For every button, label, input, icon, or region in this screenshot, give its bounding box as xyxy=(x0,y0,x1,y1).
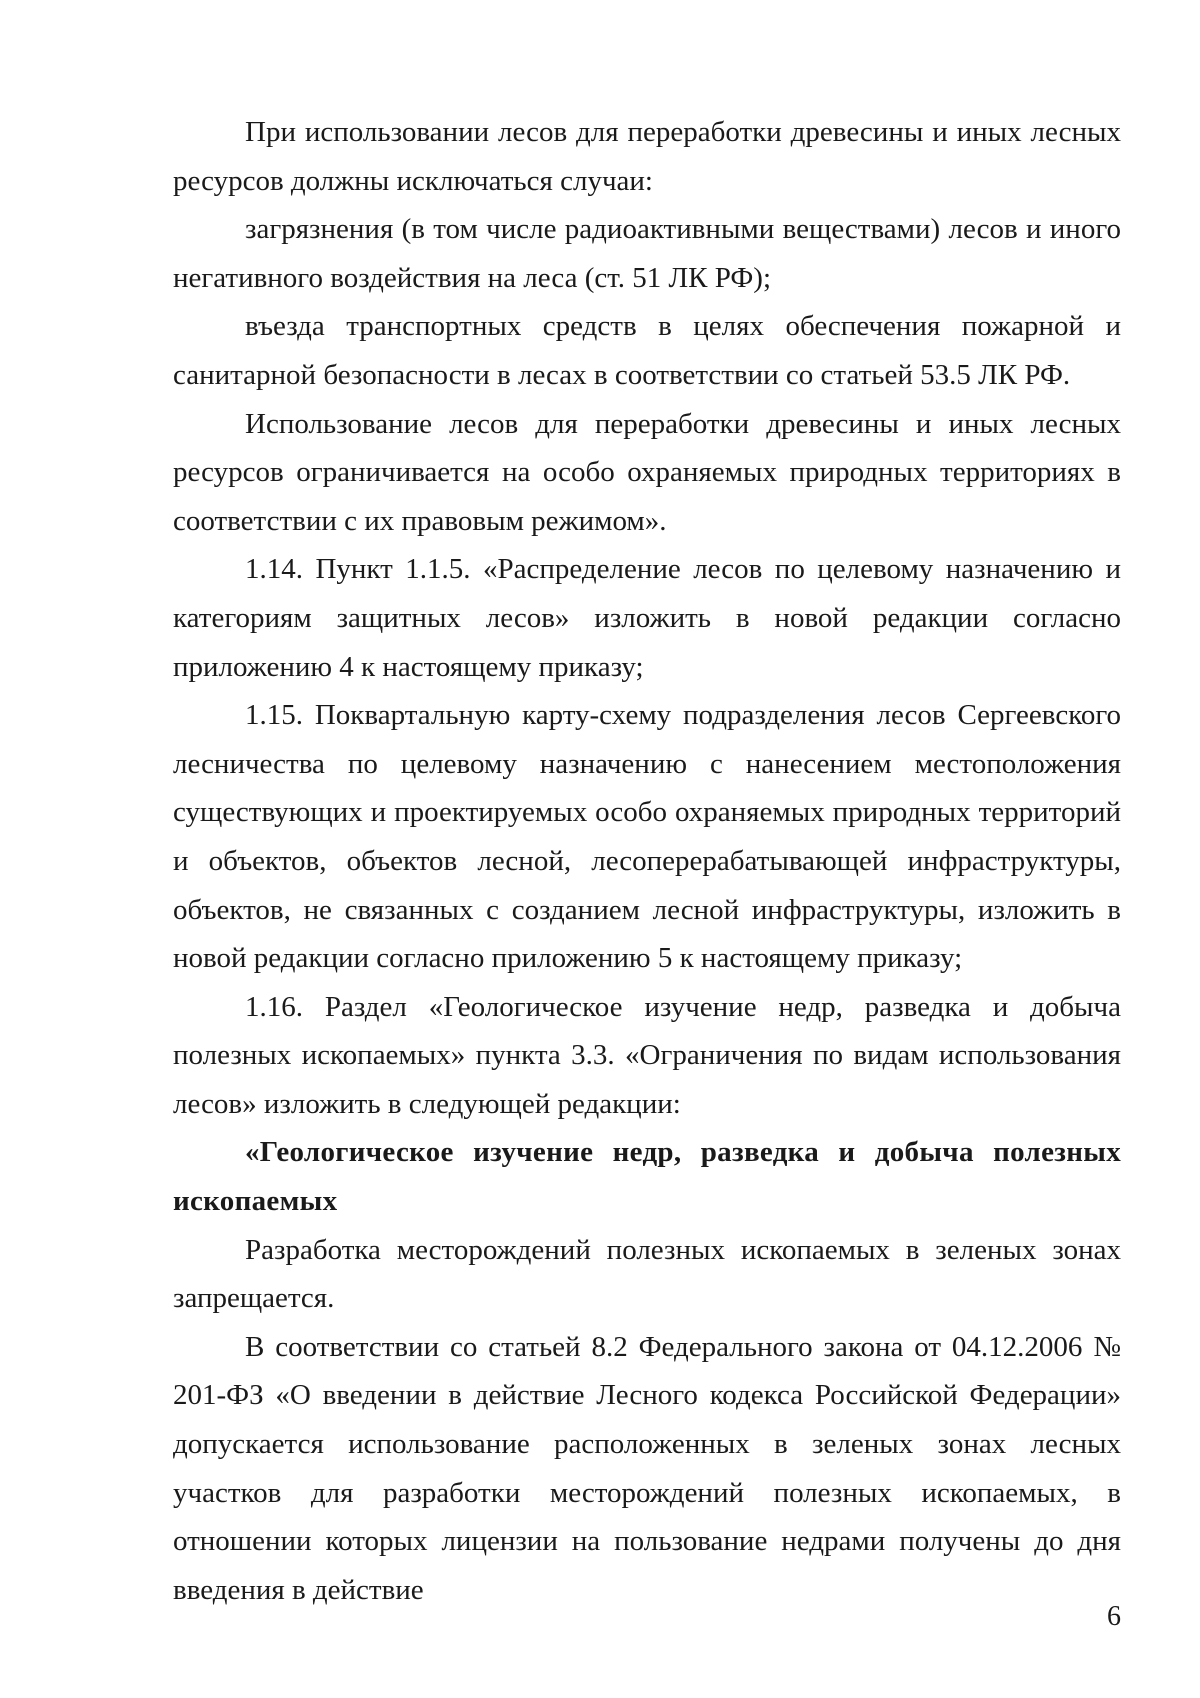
document-body xyxy=(173,108,1121,1614)
paragraph-mining-prohibited: Разработка месторождений полезных ископаемых в зеленых зонах запрещается. xyxy=(173,1233,1121,1315)
paragraph-item-1-15: 1.15. Поквартальную карту-схему подразделения лесов Сергеевского лесничества по целевому назначению с нанесением местоположения существующих и проектируемых особо охраняемых природных территорий и объектов, объектов лесной, лесоперерабатывающей инфраструктуры, объектов, не связанных с созданием лесной инфраструктуры, изложить в новой редакции согласно приложению 5 к настоящему приказу; xyxy=(173,699,1121,975)
page-number: 6 xyxy=(1107,1601,1121,1632)
paragraph-vehicle-entry: въезда транспортных средств в целях обеспечения пожарной и санитарной безопасности в лесах в соответствии со статьей 53.5 ЛК РФ. xyxy=(173,310,1121,391)
paragraph-cases-intro: При использовании лесов для переработки древесины и иных лесных ресурсов должны исключаться случаи: xyxy=(173,116,1121,197)
paragraph-pollution: загрязнения (в том числе радиоактивными веществами) лесов и иного негативного воздействия на леса (ст. 51 ЛК РФ); xyxy=(173,213,1121,294)
paragraph-protected-areas: Использование лесов для переработки древесины и иных лесных ресурсов ограничивается на особо охраняемых природных территориях в соответствии с их правовым режимом». xyxy=(173,407,1121,537)
paragraph-federal-law: В соответствии со статьей 8.2 Федерального закона от 04.12.2006 № 201-ФЗ «О введении в действие Лесного кодекса Российской Федерации» допускается использование расположенных в зеленых зонах лесных участков для разработки месторождений полезных ископаемых, в отношении которых лицензии на пользование недрами получены до дня введения в действие xyxy=(173,1330,1121,1606)
paragraph-item-1-16: 1.16. Раздел «Геологическое изучение недр, разведка и добыча полезных ископаемых» пункта 3.3. «Ограничения по видам использования лесов» изложить в следующей редакции: xyxy=(173,990,1121,1120)
paragraph-item-1-14: 1.14. Пункт 1.1.5. «Распределение лесов по целевому назначению и категориям защитных лесов» изложить в новой редакции согласно приложению 4 к настоящему приказу; xyxy=(173,553,1121,683)
section-heading-geology: «Геологическое изучение недр, разведка и добыча полезных ископаемых xyxy=(173,1136,1121,1218)
